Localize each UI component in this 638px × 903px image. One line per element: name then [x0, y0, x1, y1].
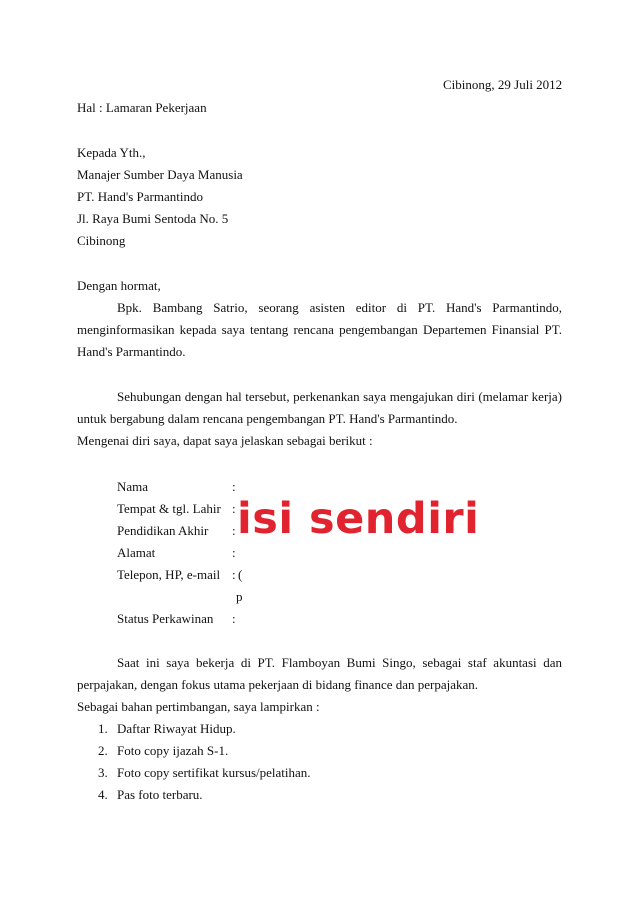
list-number: 2. [98, 743, 108, 758]
paragraph-line: Hand's Parmantindo. [77, 344, 186, 359]
recipient-line: PT. Hand's Parmantindo [77, 189, 203, 204]
recipient-line: Manajer Sumber Daya Manusia [77, 167, 243, 182]
letter-date: Cibinong, 29 Juli 2012 [443, 77, 563, 92]
detail-colon: : [232, 567, 236, 582]
recipient-line: Cibinong [77, 233, 126, 248]
list-number: 3. [98, 765, 108, 780]
detail-label: Pendidikan Akhir [117, 523, 209, 538]
paragraph-line: perpajakan, dengan fokus utama pekerjaan di bidang finance dan perpajakan. [77, 677, 479, 692]
detail-colon: : [232, 523, 236, 538]
list-text: Daftar Riwayat Hidup. [117, 721, 236, 736]
recipient-line: Kepada Yth., [77, 145, 146, 160]
paragraph-line: Sehubungan dengan hal tersebut, perkenankan saya mengajukan diri (melamar kerja) [117, 389, 562, 404]
detail-colon: : [232, 479, 236, 494]
list-text: Pas foto terbaru. [117, 787, 203, 802]
detail-colon: : [232, 545, 236, 560]
list-text: Foto copy sertifikat kursus/pelatihan. [117, 765, 311, 780]
detail-value: p [236, 589, 242, 604]
detail-label: Tempat & tgl. Lahir [117, 501, 221, 516]
list-number: 1. [98, 721, 108, 736]
detail-colon: : [232, 501, 236, 516]
detail-label: Telepon, HP, e-mail [117, 567, 221, 582]
paragraph-line: Bpk. Bambang Satrio, seorang asisten editor di PT. Hand's Parmantindo, [117, 300, 562, 315]
list-number: 4. [98, 787, 108, 802]
recipient-line: Jl. Raya Bumi Sentoda No. 5 [77, 211, 229, 226]
paragraph-line: Mengenai diri saya, dapat saya jelaskan sebagai berikut : [77, 433, 373, 448]
paragraph-line: Sebagai bahan pertimbangan, saya lampirkan : [77, 699, 320, 714]
paragraph-line: untuk bergabung dalam rencana pengembangan PT. Hand's Parmantindo. [77, 411, 458, 426]
greeting: Dengan hormat, [77, 278, 161, 293]
list-text: Foto copy ijazah S-1. [117, 743, 229, 758]
paragraph-line: menginformasikan kepada saya tentang rencana pengembangan Departemen Finansial PT. [77, 322, 562, 337]
detail-label: Nama [117, 479, 149, 494]
fill-in-stamp: isi sendiri [237, 494, 480, 544]
detail-value: ( [238, 567, 243, 582]
detail-label: Alamat [117, 545, 156, 560]
paragraph-line: Saat ini saya bekerja di PT. Flamboyan Bumi Singo, sebagai staf akuntasi dan [117, 655, 562, 670]
detail-label: Status Perkawinan [117, 611, 214, 626]
detail-colon: : [232, 611, 236, 626]
letter-subject: Hal : Lamaran Pekerjaan [77, 100, 207, 115]
